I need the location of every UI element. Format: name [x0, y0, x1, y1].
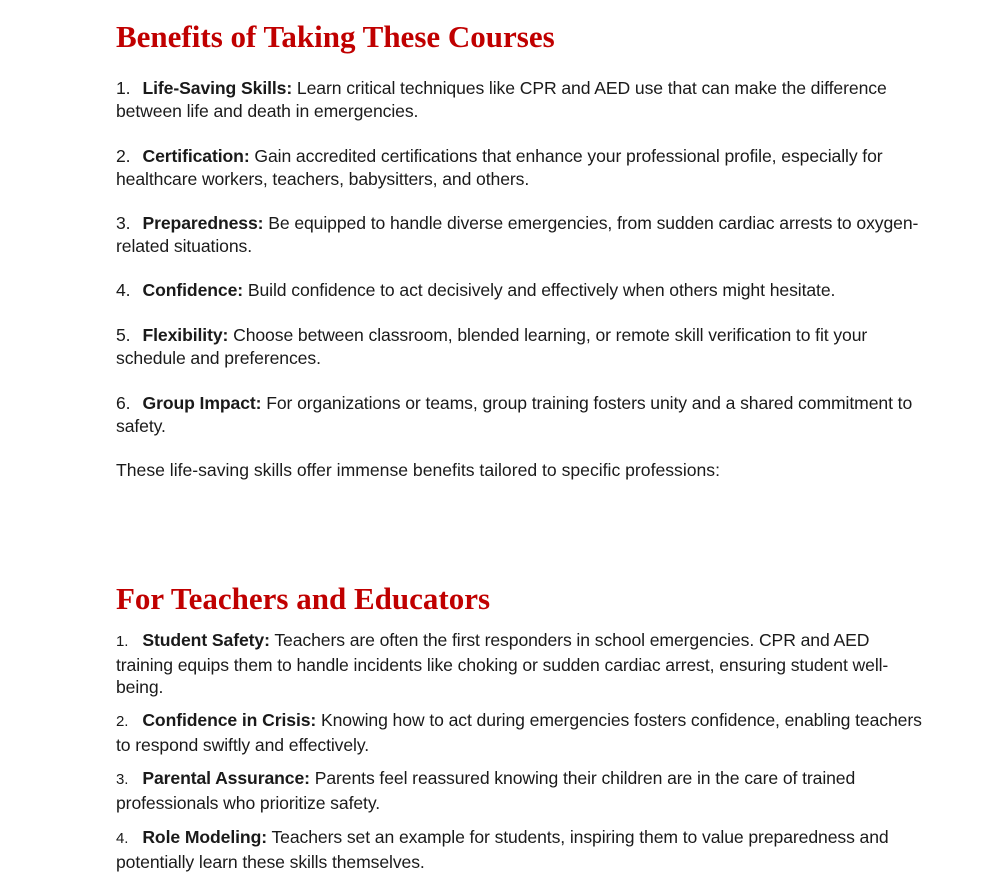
- list-item: [116, 767, 926, 814]
- item-text: Choose between classroom, blended learning, or remote skill verification to fit your schedule and preferences.: [116, 325, 868, 368]
- item-title: Preparedness:: [142, 213, 264, 233]
- item-title: Parental Assurance:: [142, 768, 310, 788]
- item-text: Build confidence to act decisively and effectively when others might hesitate.: [243, 280, 836, 300]
- item-number: 3.: [116, 213, 131, 233]
- item-title: Certification:: [142, 146, 250, 166]
- item-number: 1.: [116, 633, 129, 650]
- item-text: Be equipped to handle diverse emergencies, from sudden cardiac arrests to oxygen-related situations.: [116, 213, 919, 256]
- item-text: Parents feel reassured knowing their children are in the care of trained professionals who prioritize safety.: [116, 768, 856, 813]
- item-number: 4.: [116, 280, 131, 300]
- closing-paragraph: These life-saving skills offer immense benefits tailored to specific professions:: [116, 460, 720, 480]
- item-text: Knowing how to act during emergencies fosters confidence, enabling teachers to respond swiftly and effectively.: [116, 710, 922, 755]
- item-number: 6.: [116, 393, 131, 413]
- section-heading-teachers: For Teachers and Educators: [116, 581, 491, 616]
- item-text: For organizations or teams, group training fosters unity and a shared commitment to safety.: [116, 393, 913, 436]
- item-title: Confidence:: [142, 280, 244, 300]
- item-title: Life-Saving Skills:: [142, 78, 293, 98]
- list-item: [116, 145, 926, 190]
- list-item: [116, 826, 926, 873]
- item-title: Group Impact:: [142, 393, 262, 413]
- item-text: Teachers set an example for students, inspiring them to value preparedness and potentially learn these skills themselves.: [116, 827, 889, 872]
- item-title: Role Modeling:: [142, 827, 267, 847]
- list-item: [116, 709, 926, 756]
- item-text: Gain accredited certifications that enhance your professional profile, especially for healthcare workers, teachers, babysitters, and others.: [116, 146, 883, 189]
- item-number: 5.: [116, 325, 131, 345]
- item-number: 4.: [116, 830, 129, 847]
- item-text: Learn critical techniques like CPR and AED use that can make the difference between life and death in emergencies.: [116, 78, 887, 121]
- item-title: Student Safety:: [142, 630, 270, 650]
- list-item: [116, 392, 926, 437]
- list-item: [116, 629, 926, 699]
- item-number: 2.: [116, 713, 129, 730]
- item-number: 3.: [116, 771, 129, 788]
- list-item: [116, 77, 926, 122]
- item-title: Flexibility:: [142, 325, 229, 345]
- section-heading-benefits: Benefits of Taking These Courses: [116, 19, 555, 54]
- list-item: [116, 324, 926, 369]
- item-number: 1.: [116, 78, 131, 98]
- item-number: 2.: [116, 146, 131, 166]
- list-item: [116, 279, 926, 302]
- item-title: Confidence in Crisis:: [142, 710, 317, 730]
- list-item: [116, 212, 926, 257]
- item-text: Teachers are often the first responders in school emergencies. CPR and AED training equips them to handle incidents like choking or sudden cardiac arrest, ensuring student well-being.: [116, 630, 889, 697]
